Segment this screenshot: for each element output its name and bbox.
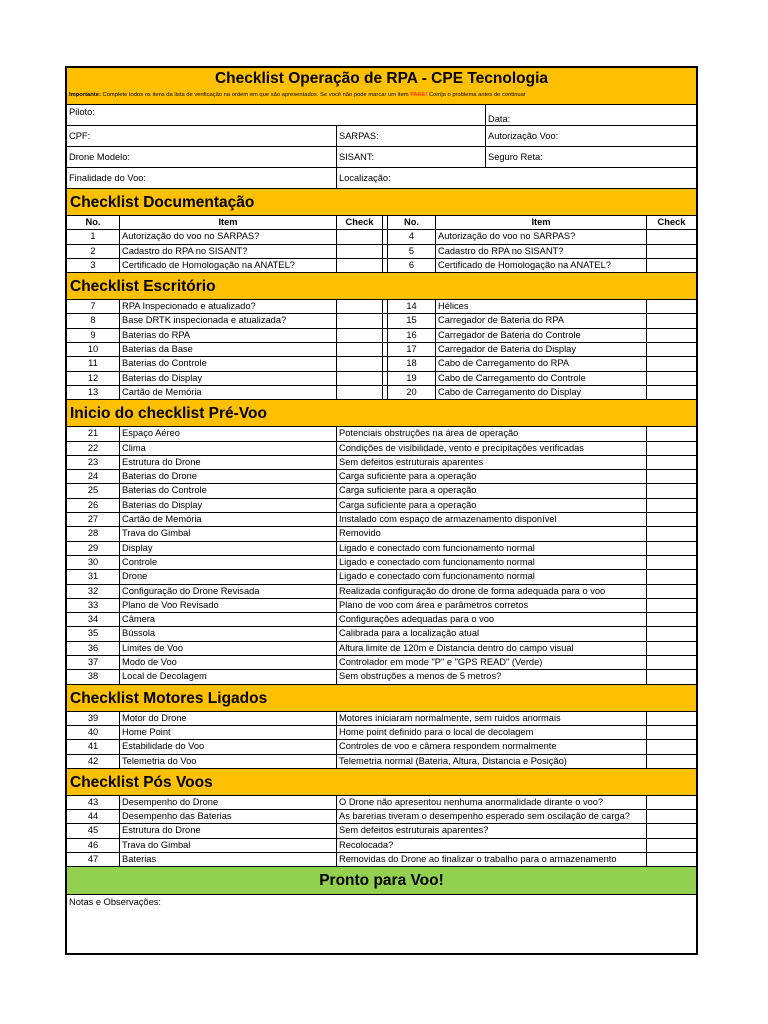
item-label: Configuração do Drone Revisada — [120, 585, 337, 598]
item-label: Câmera — [120, 613, 337, 626]
check-cell[interactable] — [647, 613, 696, 626]
table-row — [67, 513, 696, 527]
item-label: Display — [120, 542, 337, 555]
table-row — [67, 642, 696, 656]
note-tail: Corrija o problema antes de continuar — [427, 92, 526, 98]
table-row — [67, 839, 696, 853]
instructions-note — [67, 90, 696, 100]
check-cell[interactable] — [647, 755, 696, 768]
check-cell[interactable] — [337, 372, 383, 385]
item-number: 8 — [67, 314, 120, 327]
item-label: Baterias do Drone — [120, 470, 337, 483]
table-row — [67, 527, 696, 541]
item-number: 23 — [67, 456, 120, 469]
item-number: 39 — [67, 712, 120, 725]
item-description: Realizada configuração do drone de forma adequada para o voo — [337, 585, 647, 598]
item-number: 20 — [388, 386, 436, 399]
item-number: 5 — [388, 245, 436, 258]
table-row — [67, 755, 696, 769]
item-label: Desempenho do Drone — [120, 796, 337, 809]
section-motores: Checklist Motores Ligados — [67, 685, 696, 712]
item-description: Sem defeitos estruturais aparentes? — [337, 824, 647, 837]
check-cell[interactable] — [337, 314, 383, 327]
item-label: Home Point — [120, 726, 337, 739]
item-label: Drone — [120, 570, 337, 583]
item-number: 40 — [67, 726, 120, 739]
item-label: Certificado de Homologação na ANATEL? — [436, 259, 647, 272]
note-text: Complete todos os itens da lista de verificação na ordem em que são apresentados. Se você não pode marcar um item — [100, 92, 411, 98]
table-row — [67, 470, 696, 484]
section-documentacao: Checklist Documentação — [67, 189, 696, 216]
item-label: Bússola — [120, 627, 337, 640]
item-label: Telemetria do Voo — [120, 755, 337, 768]
item-label: Cartão de Memória — [120, 386, 337, 399]
esc-rows — [67, 300, 696, 400]
table-row — [67, 656, 696, 670]
check-cell[interactable] — [647, 314, 696, 327]
table-row — [67, 442, 696, 456]
check-cell[interactable] — [647, 456, 696, 469]
note-bold: Importante: — [69, 92, 101, 98]
item-label: Estrutura do Drone — [120, 824, 337, 837]
table-row — [67, 386, 696, 400]
note-stop: PARE! — [410, 92, 428, 98]
item-description: Potenciais obstruções na área de operação — [337, 427, 647, 440]
table-row — [67, 357, 696, 371]
check-cell[interactable] — [647, 642, 696, 655]
check-cell[interactable] — [647, 230, 696, 243]
doc-header-row — [67, 216, 696, 230]
check-cell[interactable] — [647, 726, 696, 739]
sisant-field[interactable]: SISANT: — [337, 147, 486, 167]
item-description: Calibrada para a localização atual — [337, 627, 647, 640]
table-row — [67, 570, 696, 584]
table-row — [67, 585, 696, 599]
item-number: 12 — [67, 372, 120, 385]
check-cell[interactable] — [647, 627, 696, 640]
item-description: Telemetria normal (Bateria, Altura, Distancia e Posição) — [337, 755, 647, 768]
item-label: Espaço Aéreo — [120, 427, 337, 440]
item-label: Local de Decolagem — [120, 670, 337, 683]
col-no: No. — [67, 216, 120, 229]
col-check: Check — [657, 217, 686, 227]
table-row — [67, 427, 696, 441]
item-number: 42 — [67, 755, 120, 768]
check-cell[interactable] — [647, 527, 696, 540]
item-label: Base DRTK inspecionada e atualizada? — [120, 314, 337, 327]
item-number: 9 — [67, 329, 120, 342]
item-description: O Drone não apresentou nenhuma anormalidade dirante o voo? — [337, 796, 647, 809]
item-number: 25 — [67, 484, 120, 497]
item-description: Carga suficiente para a operação — [337, 484, 647, 497]
table-row — [67, 627, 696, 641]
motores-rows — [67, 712, 696, 769]
item-label: Cadastro do RPA no SISANT? — [436, 245, 647, 258]
item-number: 34 — [67, 613, 120, 626]
check-cell[interactable] — [647, 599, 696, 612]
item-number: 22 — [67, 442, 120, 455]
item-number: 21 — [67, 427, 120, 440]
item-number: 26 — [67, 499, 120, 512]
table-row — [67, 810, 696, 824]
page-title: Checklist Operação de RPA - CPE Tecnologia — [214, 70, 549, 87]
table-row — [67, 456, 696, 470]
item-label: Autorização do voo no SARPAS? — [436, 230, 647, 243]
table-row — [67, 230, 696, 244]
item-label: Hélices — [436, 300, 647, 313]
check-cell[interactable] — [647, 570, 696, 583]
item-number: 7 — [67, 300, 120, 313]
cpf-field[interactable]: CPF: — [67, 126, 337, 146]
check-cell[interactable] — [337, 259, 383, 272]
check-cell[interactable] — [647, 542, 696, 555]
piloto-field[interactable]: Piloto: — [67, 105, 486, 125]
check-cell[interactable] — [647, 740, 696, 753]
table-row — [67, 712, 696, 726]
drone-modelo-field[interactable]: Drone Modelo: — [67, 147, 337, 167]
item-description: Controlador em mode "P" e "GPS READ" (Verde) — [337, 656, 647, 669]
table-row — [67, 343, 696, 357]
item-description: Carga suficiente para a operação — [337, 499, 647, 512]
item-number: 27 — [67, 513, 120, 526]
item-number: 15 — [388, 314, 436, 327]
table-row — [67, 329, 696, 343]
item-number: 41 — [67, 740, 120, 753]
item-description: Controles de voo e câmera respondem normalmente — [337, 740, 647, 753]
item-label: Baterias do Controle — [120, 484, 337, 497]
table-row — [67, 245, 696, 259]
item-description: Ligado e conectado com funcionamento normal — [337, 556, 647, 569]
item-number: 37 — [67, 656, 120, 669]
check-cell[interactable] — [337, 245, 383, 258]
table-row — [67, 484, 696, 498]
check-cell[interactable] — [647, 300, 696, 313]
item-number: 14 — [388, 300, 436, 313]
finalidade-field[interactable]: Finalidade do Voo: — [67, 168, 337, 188]
item-label: Clima — [120, 442, 337, 455]
check-cell[interactable] — [647, 839, 696, 852]
check-cell[interactable] — [647, 853, 696, 866]
item-number: 1 — [67, 230, 120, 243]
table-row — [67, 726, 696, 740]
col-item: Item — [120, 216, 337, 229]
table-row — [67, 670, 696, 684]
item-label: Desempenho das Baterias — [120, 810, 337, 823]
col-check: Check — [337, 216, 383, 229]
posvoo-rows — [67, 796, 696, 867]
check-cell[interactable] — [647, 357, 696, 370]
item-description: Sem obstruções a menos de 5 metros? — [337, 670, 647, 683]
check-cell[interactable] — [647, 712, 696, 725]
info-row-cpf — [67, 126, 696, 147]
item-number: 3 — [67, 259, 120, 272]
check-cell[interactable] — [647, 427, 696, 440]
item-label: Baterias — [120, 853, 337, 866]
item-number: 18 — [388, 357, 436, 370]
check-cell[interactable] — [647, 656, 696, 669]
item-label: Baterias do Display — [120, 372, 337, 385]
item-description: As barerias tiveram o desempenho esperado sem oscilação de carga? — [337, 810, 647, 823]
item-label: Limites de Voo — [120, 642, 337, 655]
item-description: Configurações adequadas para o voo — [337, 613, 647, 626]
doc-rows — [67, 230, 696, 273]
item-description: Ligado e conectado com funcionamento normal — [337, 542, 647, 555]
table-row — [67, 613, 696, 627]
item-description: Motores iniciaram normalmente, sem ruidos anormais — [337, 712, 647, 725]
item-label: Trava do Gimbal — [120, 839, 337, 852]
table-row — [67, 796, 696, 810]
item-label: Controle — [120, 556, 337, 569]
item-number: 16 — [388, 329, 436, 342]
item-description: Home point definido para o local de decolagem — [337, 726, 647, 739]
info-row-drone — [67, 147, 696, 168]
item-label: Autorização do voo no SARPAS? — [120, 230, 337, 243]
title-block — [67, 68, 696, 105]
check-cell[interactable] — [647, 513, 696, 526]
checklist-sheet — [65, 66, 698, 955]
table-row — [67, 599, 696, 613]
section-prevoo: Inicio do checklist Pré-Voo — [67, 400, 696, 427]
item-label: Baterias do Display — [120, 499, 337, 512]
item-label: Estrutura do Drone — [120, 456, 337, 469]
check-cell[interactable] — [647, 470, 696, 483]
item-description: Removidas do Drone ao finalizar o trabalho para o armazenamento — [337, 853, 647, 866]
item-label: Baterias do Controle — [120, 357, 337, 370]
item-number: 32 — [67, 585, 120, 598]
check-cell[interactable] — [647, 259, 696, 272]
item-number: 30 — [67, 556, 120, 569]
item-label: Cabo de Carregamento do Controle — [436, 372, 647, 385]
item-number: 29 — [67, 542, 120, 555]
check-cell[interactable] — [337, 300, 383, 313]
item-number: 35 — [67, 627, 120, 640]
item-description: Recolocada? — [337, 839, 647, 852]
item-label: Cartão de Memória — [120, 513, 337, 526]
item-number: 4 — [388, 230, 436, 243]
check-cell[interactable] — [647, 796, 696, 809]
item-label: Baterias do RPA — [120, 329, 337, 342]
check-cell[interactable] — [647, 245, 696, 258]
check-cell[interactable] — [647, 386, 696, 399]
item-label: Cadastro do RPA no SISANT? — [120, 245, 337, 258]
check-cell[interactable] — [647, 556, 696, 569]
check-cell[interactable] — [647, 585, 696, 598]
table-row — [67, 556, 696, 570]
check-cell[interactable] — [647, 484, 696, 497]
localizacao-field[interactable]: Localização: — [339, 173, 391, 183]
item-label: Carregador de Bateria do Display — [436, 343, 647, 356]
item-label: Trava do Gimbal — [120, 527, 337, 540]
item-number: 28 — [67, 527, 120, 540]
check-cell[interactable] — [337, 357, 383, 370]
check-cell[interactable] — [647, 824, 696, 837]
check-cell[interactable] — [337, 343, 383, 356]
item-label: Carregador de Bateria do Controle — [436, 329, 647, 342]
notes-field[interactable]: Notas e Observações: — [69, 897, 161, 908]
item-number: 10 — [67, 343, 120, 356]
col-item: Item — [436, 216, 647, 229]
seguro-field[interactable]: Seguro Reta: — [488, 152, 543, 162]
table-row — [67, 740, 696, 754]
item-number: 45 — [67, 824, 120, 837]
item-number: 46 — [67, 839, 120, 852]
check-cell[interactable] — [647, 810, 696, 823]
item-label: RPA Inspecionado e atualizado? — [120, 300, 337, 313]
item-label: Cabo de Carregamento do Display — [436, 386, 647, 399]
check-cell[interactable] — [647, 442, 696, 455]
ready-banner: Pronto para Voo! — [67, 867, 696, 895]
autorizacao-field[interactable]: Autorização Voo: — [488, 131, 559, 141]
table-row — [67, 853, 696, 867]
data-field[interactable]: Data: — [488, 114, 511, 124]
table-row — [67, 300, 696, 314]
item-description: Ligado e conectado com funcionamento normal — [337, 570, 647, 583]
item-description: Sem defeitos estruturais aparentes — [337, 456, 647, 469]
info-row-piloto — [67, 105, 696, 126]
item-label: Plano de Voo Revisado — [120, 599, 337, 612]
item-number: 33 — [67, 599, 120, 612]
table-row — [67, 259, 696, 273]
check-cell[interactable] — [647, 499, 696, 512]
table-row — [67, 824, 696, 838]
item-description: Removido — [337, 527, 647, 540]
table-row — [67, 372, 696, 386]
item-number: 47 — [67, 853, 120, 866]
table-row — [67, 542, 696, 556]
check-cell[interactable] — [647, 372, 696, 385]
item-number: 17 — [388, 343, 436, 356]
info-row-finalidade — [67, 168, 696, 189]
item-number: 6 — [388, 259, 436, 272]
item-label: Estabilidade do Voo — [120, 740, 337, 753]
item-label: Cabo de Carregamento do RPA — [436, 357, 647, 370]
item-number: 11 — [67, 357, 120, 370]
item-description: Altura limite de 120m e Distancia dentro do campo visual — [337, 642, 647, 655]
item-description: Condições de visibilidade, vento e precipitações verificadas — [337, 442, 647, 455]
item-description: Plano de voo com área e parâmetros corretos — [337, 599, 647, 612]
item-number: 38 — [67, 670, 120, 683]
item-number: 2 — [67, 245, 120, 258]
check-cell[interactable] — [647, 343, 696, 356]
table-row — [67, 499, 696, 513]
section-posvoo: Checklist Pós Voos — [67, 769, 696, 796]
item-number: 24 — [67, 470, 120, 483]
section-escritorio: Checklist Escritório — [67, 273, 696, 300]
item-description: Carga suficiente para a operação — [337, 470, 647, 483]
check-cell[interactable] — [337, 386, 383, 399]
check-cell[interactable] — [647, 329, 696, 342]
item-number: 13 — [67, 386, 120, 399]
item-label: Modo de Voo — [120, 656, 337, 669]
item-number: 36 — [67, 642, 120, 655]
item-label: Certificado de Homologação na ANATEL? — [120, 259, 337, 272]
item-description: Instalado com espaço de armazenamento disponível — [337, 513, 647, 526]
col-no: No. — [388, 216, 436, 229]
sarpas-field[interactable]: SARPAS: — [337, 126, 486, 146]
check-cell[interactable] — [647, 670, 696, 683]
item-number: 43 — [67, 796, 120, 809]
item-label: Motor do Drone — [120, 712, 337, 725]
item-number: 44 — [67, 810, 120, 823]
item-label: Baterias da Base — [120, 343, 337, 356]
table-row — [67, 314, 696, 328]
check-cell[interactable] — [337, 230, 383, 243]
item-number: 31 — [67, 570, 120, 583]
item-number: 19 — [388, 372, 436, 385]
item-label: Carregador de Bateria do RPA — [436, 314, 647, 327]
check-cell[interactable] — [337, 329, 383, 342]
prevoo-rows — [67, 427, 696, 684]
